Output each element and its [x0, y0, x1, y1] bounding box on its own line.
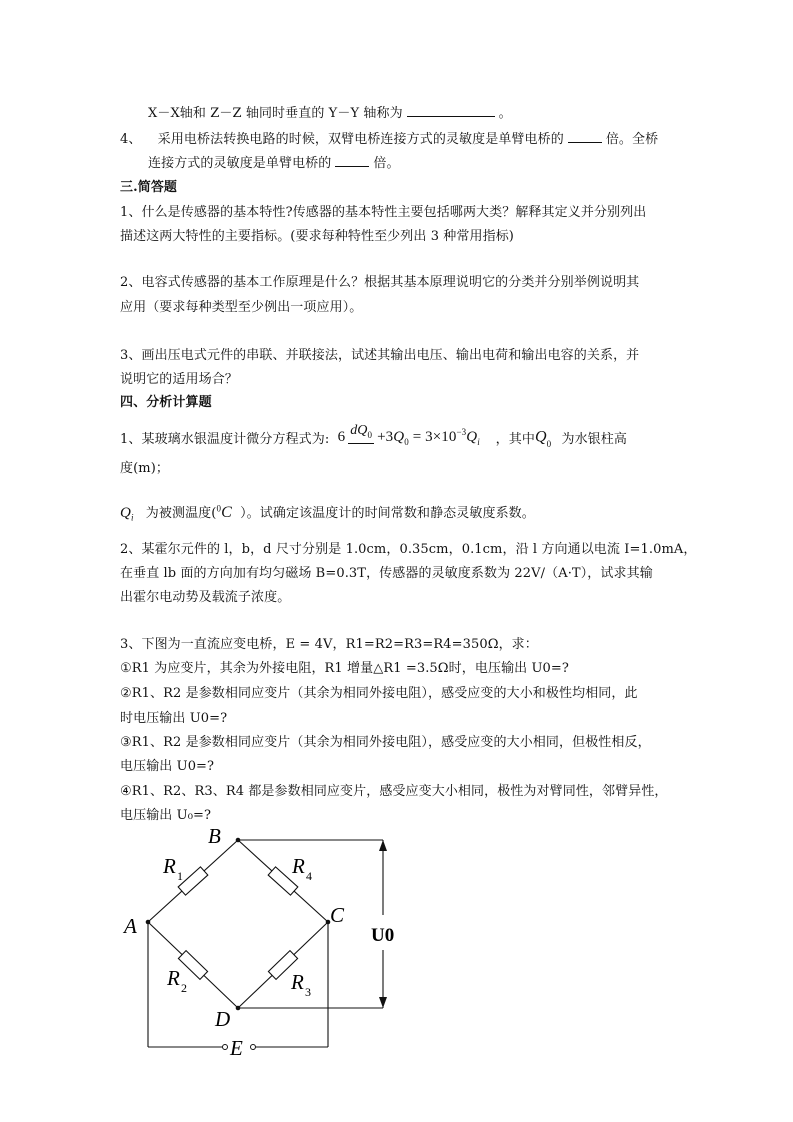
unit-c: C [221, 504, 232, 521]
eq-exp: −3 [456, 426, 467, 437]
label-r4-sub: 4 [306, 869, 312, 883]
label-r4: R [292, 854, 305, 878]
mid-q-sub: 0 [546, 438, 552, 449]
section-heading-4: 四、分析计算题 [120, 395, 212, 410]
label-r3: R [291, 970, 304, 994]
s4-q3-c2: 电压输出 U0=? [120, 759, 215, 774]
label-r3-sub: 3 [305, 985, 311, 999]
label-r1-sub: 1 [177, 869, 183, 883]
label-node-e: E [230, 1036, 243, 1060]
label-node-c: C [330, 903, 345, 927]
unit-sup: 0 [216, 503, 222, 514]
s4-q3-d2: 电压输出 U₀=? [120, 808, 212, 823]
q3-tail-suffix: 。 [498, 106, 512, 121]
line3-q-sub: i [130, 512, 134, 523]
q4-line2-text: 连接方式的灵敏度是单臂电桥的 [148, 156, 332, 171]
label-node-b: B [208, 824, 221, 848]
eq-q0-sub: 0 [404, 436, 409, 447]
s4-q3-b2: 时电压输出 U0=? [120, 711, 228, 726]
mid-q: Q [534, 428, 547, 446]
arrowhead-down [379, 997, 387, 1008]
s4-q1-line2: 度(m)； [120, 461, 169, 476]
label-r1: R [163, 854, 176, 878]
eq-qi-sub: i [477, 436, 480, 447]
label-output-u0: U0 [371, 925, 395, 946]
section-heading-3: 三.简答题 [120, 180, 178, 195]
q4-line2-suffix: 倍。 [373, 156, 400, 171]
s3-q2-line2: 应用（要求每种类型至少例出一项应用）。 [120, 300, 363, 315]
node-d-dot [236, 1006, 241, 1011]
s4-q1-mid: ，其中 [495, 431, 535, 447]
s3-q1-line2: 描述这两大特性的主要指标。(要求每种特性至少列出 3 种常用指标) [120, 229, 514, 244]
s3-q3-line2: 说明它的适用场合？ [120, 372, 238, 387]
s4-q3-b1: ②R1、R2 是参数相同应变片（其余为相同外接电阻），感受应变的大小和极性均相同，此 [120, 686, 638, 701]
line3-text-a: 为被测温度( [145, 506, 217, 521]
eq-num: dQ [350, 423, 368, 438]
supply-terminal-right [251, 1045, 256, 1050]
eq-num-sub: 0 [367, 429, 373, 440]
label-r2: R [167, 966, 180, 990]
label-r2-sub: 2 [181, 981, 187, 995]
label-node-d: D [215, 1007, 231, 1031]
q4-text-b: 倍。全桥 [605, 132, 659, 147]
q3-tail-text: X－X轴和 Z－Z 轴同时垂直的 Y－Y 轴称为 [148, 106, 403, 121]
eq-qi: Q [466, 428, 478, 445]
eq-q0: Q [393, 428, 405, 445]
q4-number: 4、 [120, 132, 142, 147]
eq-coef: 6 [337, 428, 346, 445]
q4-text-a: 采用电桥法转换电路的时候，双臂电桥连接方式的灵敏度是单臂电桥的 [157, 132, 564, 147]
s3-q1-line1: 1、什么是传感器的基本特性?传感器的基本特性主要包括哪两大类？解释其定义并分别列出 [120, 205, 647, 220]
s4-q1-suffix: 为水银柱高 [561, 431, 627, 447]
line3-q: Q [120, 505, 131, 521]
node-b-dot [236, 838, 241, 843]
s4-q2-line3: 出霍尔电动势及载流子浓度。 [120, 590, 291, 605]
s3-q2-line1: 2、电容式传感器的基本工作原理是什么？根据其基本原理说明它的分类并分别举例说明其 [120, 275, 640, 290]
eq-equals: = 3×10 [412, 428, 457, 445]
supply-terminal-left [223, 1045, 228, 1050]
s4-q3-c1: ③R1、R2 是参数相同应变片（其余为相同外接电阻），感受应变的大小相同，但极性相反， [120, 735, 651, 750]
s4-q2-line1: 2、某霍尔元件的 l，b，d 尺寸分别是 1.0cm，0.35cm，0.1cm，沿 l 方向通以电流 I=1.0mA， [120, 542, 697, 557]
label-node-a: A [124, 914, 137, 938]
node-a-dot [146, 920, 151, 925]
s4-q3-intro: 3、下图为一直流应变电桥，E = 4V，R1=R2=R3=R4=350Ω，求： [120, 637, 538, 652]
line3-text-b: ）。试确定该温度计的时间常数和静态灵敏度系数。 [240, 506, 535, 521]
resistor-r2 [178, 951, 207, 980]
s4-q1-prefix: 1、某玻璃水银温度计微分方程式为: [120, 431, 330, 447]
s4-q3-a: ①R1 为应变片，其余为外接电阻，R1 增量△R1 =3.5Ω时，电压输出 U0=? [120, 661, 569, 676]
arrowhead-up [379, 840, 387, 851]
s4-q3-d1: ④R1、R2、R3、R4 都是参数相同应变片，感受应变大小相同，极性为对臂同性，邻臂异性， [120, 784, 668, 799]
eq-plus: +3 [377, 428, 394, 445]
s3-q3-line1: 3、画出压电式元件的串联、并联接法，试述其输出电压、输出电荷和输出电容的关系，并 [120, 348, 640, 363]
s4-q2-line2: 在垂直 lb 面的方向加有均匀磁场 B=0.3T，传感器的灵敏度系数为 22V/（A·T），试求其输 [120, 566, 653, 581]
